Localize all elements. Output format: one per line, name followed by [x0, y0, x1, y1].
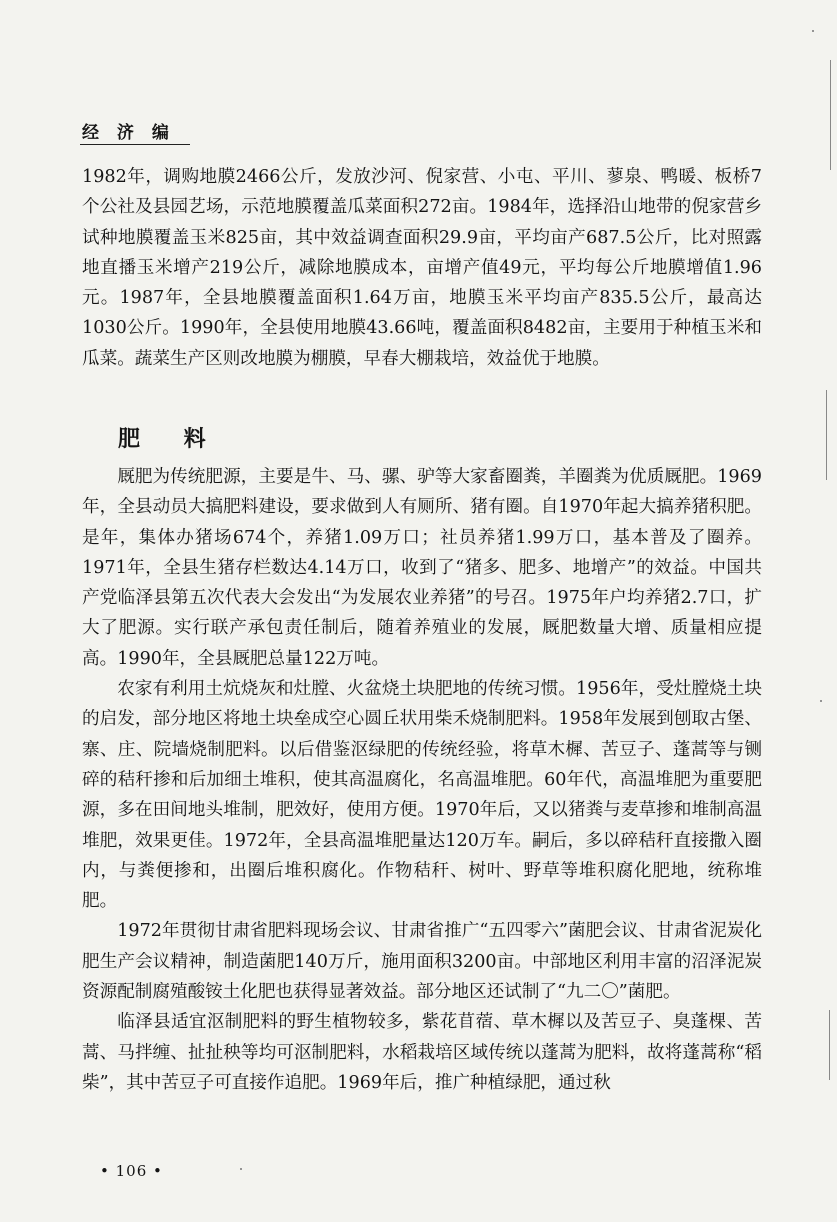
paragraph-3: 1972年贯彻甘肃省肥料现场会议、甘肃省推广“五四零六”菌肥会议、甘肃省泥炭化肥生产会议精神，制造菌肥140万斤，施用面积3200亩。中部地区利用丰富的沼泽泥炭资源配制腐殖酸铵土化肥也获得显著效益。部分地区还试制了“九二〇”菌肥。 [82, 921, 762, 1003]
section-title: 肥 料 [118, 427, 224, 452]
scan-edge-mark [830, 60, 831, 170]
paragraph-1: 厩肥为传统肥源，主要是牛、马、骡、驴等大家畜圈粪，羊圈粪为优质厩肥。1969年，全县动员大搞肥料建设，要求做到人有厕所、猪有圈。自1970年起大搞养猪积肥。是年，集体办猪场674个，养猪1.09万口；社员养猪1.99万口，基本普及了圈养。1971年，全县生猪存栏数达4.14万口，收到了“猪多、肥多、地增产”的效益。中国共产党临泽县第五次代表大会发出“为发展农业养猪”的号召。1975年户均养猪2.7口，扩大了肥源。实行联产承包责任制后，随着养殖业的发展，厩肥数量大增、质量相应提高。1990年，全县厩肥总量122万吨。 [82, 467, 762, 669]
scan-speck [812, 30, 814, 32]
section-text-block [82, 462, 762, 1098]
scan-edge-mark [826, 390, 827, 480]
scan-edge-mark [829, 1010, 830, 1080]
running-header: 经 济 编 [82, 123, 175, 143]
paragraph-2: 农家有利用土炕烧灰和灶膛、火盆烧土块肥地的传统习惯。1956年，受灶膛烧土块的启发，部分地区将地土块垒成空心圆丘状用柴禾烧制肥料。1958年发展到刨取古堡、寨、庄、院墙烧制肥料。以后借鉴沤绿肥的传统经验，将草木樨、苦豆子、蓬蒿等与铡碎的秸秆掺和后加细土堆积，使其高温腐化，名高温堆肥。60年代，高温堆肥为重要肥源，多在田间地头堆制，肥效好，使用方便。1970年后，又以猪粪与麦草掺和堆制高温堆肥，效果更佳。1972年，全县高温堆肥量达120万车。嗣后，多以碎秸秆直接撒入圈内，与粪便掺和，出圈后堆积腐化。作物秸秆、树叶、野草等堆积腐化肥地，统称堆肥。 [82, 679, 762, 912]
paragraph-4: 临泽县适宜沤制肥料的野生植物较多，紫花苜蓿、草木樨以及苦豆子、臭蓬棵、苦蒿、马拌缠、扯扯秧等均可沤制肥料，水稻栽培区域传统以蓬蒿为肥料，故将蓬蒿称“稻柴”，其中苦豆子可直接作追肥。1969年后，推广种植绿肥，通过秋 [82, 1012, 762, 1093]
intro-paragraph: 1982年，调购地膜2466公斤，发放沙河、倪家营、小屯、平川、蓼泉、鸭暖、板桥7个公社及县园艺场，示范地膜覆盖瓜菜面积272亩。1984年，选择沿山地带的倪家营乡试种地膜覆盖玉米825亩，其中效益调查面积29.9亩，平均亩产687.5公斤，比对照露地直播玉米增产219公斤，减除地膜成本，亩增产值49元，平均每公斤地膜增值1.96元。1987年，全县地膜覆盖面积1.64万亩，地膜玉米平均亩产835.5公斤，最高达1030公斤。1990年，全县使用地膜43.66吨，覆盖面积8482亩，主要用于种植玉米和瓜菜。蔬菜生产区则改地膜为棚膜，早春大棚栽培，效益优于地膜。 [82, 167, 762, 369]
page-number: • 106 • [100, 1162, 163, 1180]
header-rule [80, 144, 190, 145]
intro-text-block [82, 162, 762, 374]
scan-speck [240, 1168, 242, 1170]
scan-speck [820, 700, 822, 702]
